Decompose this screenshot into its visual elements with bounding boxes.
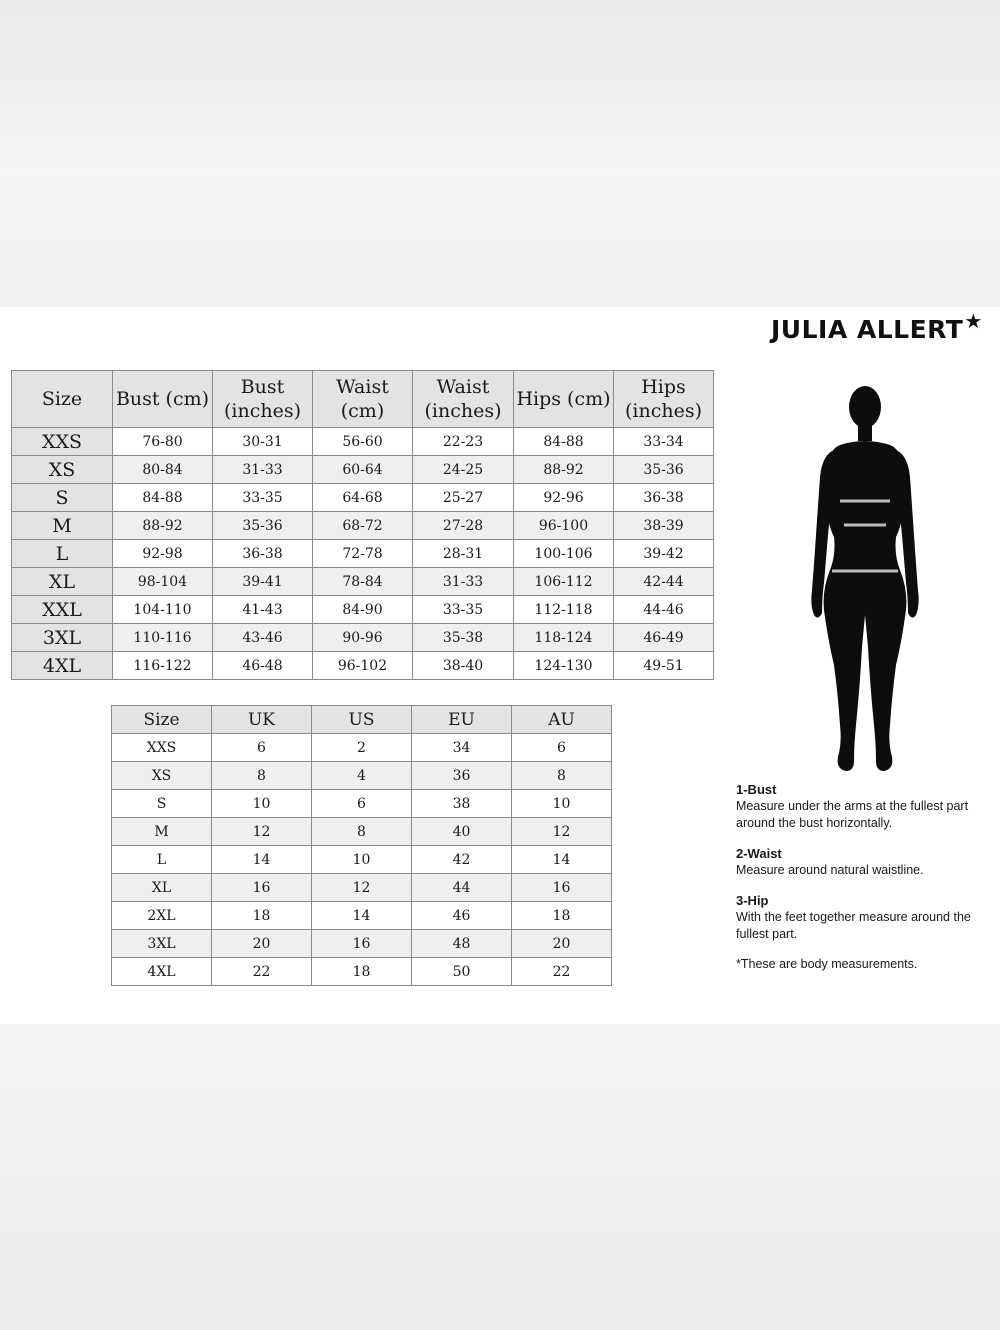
measurement-cell: 84-90 [313, 596, 413, 624]
conversion-cell: 22 [212, 958, 312, 986]
table-row [112, 790, 612, 818]
measurement-cell: 90-96 [313, 624, 413, 652]
header-text: (cm) [340, 400, 385, 422]
size-cell: L [112, 846, 212, 874]
measurement-cell: 88-92 [113, 512, 213, 540]
guide-footnote: *These are body measurements. [736, 957, 918, 971]
conversion-cell: 12 [212, 818, 312, 846]
measurement-cell: 35-36 [614, 456, 714, 484]
guide-item-hip: 3-Hip With the feet together measure around the fullest part. [736, 893, 971, 941]
measurement-cell: 25-27 [413, 484, 514, 512]
conversion-cell: 22 [512, 958, 612, 986]
conversion-cell: 14 [512, 846, 612, 874]
measurement-cell: 80-84 [113, 456, 213, 484]
conversion-cell: 20 [212, 930, 312, 958]
measurements-header-cell [213, 371, 313, 428]
conversion-cell: 2 [312, 734, 412, 762]
table-row [12, 456, 714, 484]
measurement-cell: 78-84 [313, 568, 413, 596]
measurements-header-cell [514, 371, 614, 428]
table-row [112, 874, 612, 902]
measurement-cell: 96-102 [313, 652, 413, 680]
measurements-header-row [12, 371, 714, 428]
conversion-cell: 4 [312, 762, 412, 790]
size-cell: 3XL [112, 930, 212, 958]
conversion-cell: 8 [512, 762, 612, 790]
table-row [12, 428, 714, 456]
size-cell: S [112, 790, 212, 818]
conversion-cell: 12 [312, 874, 412, 902]
measurement-cell: 116-122 [113, 652, 213, 680]
header-text: Bust [240, 376, 285, 398]
header-text: Hips [641, 376, 686, 398]
conversion-cell: 40 [412, 818, 512, 846]
size-cell: 2XL [112, 902, 212, 930]
conversion-cell: 38 [412, 790, 512, 818]
top-background [0, 0, 1000, 307]
bottom-background [0, 1024, 1000, 1330]
measurement-cell: 22-23 [413, 428, 514, 456]
size-cell: XXS [12, 428, 113, 456]
measurement-cell: 68-72 [313, 512, 413, 540]
measurement-cell: 100-106 [514, 540, 614, 568]
size-cell: 3XL [12, 624, 113, 652]
measurement-cell: 49-51 [614, 652, 714, 680]
conversion-cell: 10 [212, 790, 312, 818]
size-cell: S [12, 484, 113, 512]
size-cell: XL [12, 568, 113, 596]
table-row [112, 734, 612, 762]
measurement-cell: 31-33 [413, 568, 514, 596]
conversion-cell: 42 [412, 846, 512, 874]
size-cell: XXL [12, 596, 113, 624]
measurements-header-cell [313, 371, 413, 428]
measurement-cell: 88-92 [514, 456, 614, 484]
measurement-cell: 33-35 [413, 596, 514, 624]
table-row [12, 568, 714, 596]
measurements-header-cell [614, 371, 714, 428]
conversion-header-cell: EU [412, 706, 512, 734]
table-row [12, 512, 714, 540]
conversion-cell: 16 [212, 874, 312, 902]
measurement-cell: 92-98 [113, 540, 213, 568]
size-cell: XXS [112, 734, 212, 762]
measurement-cell: 36-38 [614, 484, 714, 512]
header-text: (inches) [223, 400, 301, 422]
measurement-cell: 96-100 [514, 512, 614, 540]
conversion-cell: 16 [312, 930, 412, 958]
measurement-cell: 24-25 [413, 456, 514, 484]
measurement-cell: 84-88 [113, 484, 213, 512]
measurement-cell: 60-64 [313, 456, 413, 484]
size-conversion-table [111, 705, 612, 986]
size-chart-sheet [0, 307, 1000, 1024]
measurement-cell: 110-116 [113, 624, 213, 652]
measurement-cell: 38-39 [614, 512, 714, 540]
measurement-cell: 35-38 [413, 624, 514, 652]
conversion-cell: 18 [212, 902, 312, 930]
conversion-cell: 6 [212, 734, 312, 762]
measurement-cell: 76-80 [113, 428, 213, 456]
table-row [112, 930, 612, 958]
table-row [12, 652, 714, 680]
conversion-cell: 6 [312, 790, 412, 818]
conversion-cell: 44 [412, 874, 512, 902]
header-text: Bust (cm) [115, 388, 210, 410]
measurement-cell: 56-60 [313, 428, 413, 456]
measurement-cell: 124-130 [514, 652, 614, 680]
conversion-cell: 36 [412, 762, 512, 790]
measurement-cell: 106-112 [514, 568, 614, 596]
brand-logo [771, 309, 983, 355]
table-row [12, 624, 714, 652]
header-text: Waist [436, 376, 490, 398]
measurement-cell: 84-88 [514, 428, 614, 456]
measurement-cell: 46-48 [213, 652, 313, 680]
size-cell: 4XL [12, 652, 113, 680]
measurements-body [12, 428, 714, 680]
measurement-cell: 39-42 [614, 540, 714, 568]
guide-item-waist: 2-Waist Measure around natural waistline. [736, 846, 924, 877]
conversion-cell: 6 [512, 734, 612, 762]
conversion-cell: 50 [412, 958, 512, 986]
conversion-cell: 46 [412, 902, 512, 930]
measurements-header-cell [12, 371, 113, 428]
conversion-cell: 18 [312, 958, 412, 986]
header-text: Hips (cm) [516, 388, 611, 410]
conversion-cell: 16 [512, 874, 612, 902]
conversion-header-cell: AU [512, 706, 612, 734]
table-row [112, 762, 612, 790]
measurement-cell: 98-104 [113, 568, 213, 596]
measurement-cell: 38-40 [413, 652, 514, 680]
header-text: Size [41, 388, 83, 410]
conversion-cell: 34 [412, 734, 512, 762]
conversion-cell: 8 [312, 818, 412, 846]
conversion-cell: 14 [212, 846, 312, 874]
conversion-cell: 10 [312, 846, 412, 874]
conversion-cell: 12 [512, 818, 612, 846]
header-text: (inches) [624, 400, 702, 422]
conversion-cell: 18 [512, 902, 612, 930]
size-cell: M [12, 512, 113, 540]
body-measurements-table [11, 370, 714, 680]
table-row [112, 818, 612, 846]
table-row [12, 484, 714, 512]
measurement-cell: 30-31 [213, 428, 313, 456]
measurement-cell: 33-34 [614, 428, 714, 456]
measurement-cell: 118-124 [514, 624, 614, 652]
measurement-cell: 44-46 [614, 596, 714, 624]
header-text: (inches) [424, 400, 502, 422]
size-cell: XL [112, 874, 212, 902]
table-row [112, 846, 612, 874]
measurement-cell: 41-43 [213, 596, 313, 624]
measurement-cell: 64-68 [313, 484, 413, 512]
conversion-cell: 20 [512, 930, 612, 958]
guide-item-bust: 1-Bust Measure under the arms at the fullest part around the bust horizontally. [736, 782, 969, 830]
measurement-cell: 72-78 [313, 540, 413, 568]
measurement-cell: 39-41 [213, 568, 313, 596]
brand-name: JULIA ALLERT [771, 315, 964, 344]
measurement-cell: 104-110 [113, 596, 213, 624]
measurement-cell: 46-49 [614, 624, 714, 652]
conversion-cell: 8 [212, 762, 312, 790]
conversion-cell: 14 [312, 902, 412, 930]
table-row [112, 958, 612, 986]
measurement-cell: 31-33 [213, 456, 313, 484]
measurement-cell: 33-35 [213, 484, 313, 512]
size-cell: M [112, 818, 212, 846]
conversion-header-cell: Size [112, 706, 212, 734]
measurements-header-cell [413, 371, 514, 428]
measurement-cell: 36-38 [213, 540, 313, 568]
size-cell: 4XL [112, 958, 212, 986]
conversion-cell: 10 [512, 790, 612, 818]
conversion-cell: 48 [412, 930, 512, 958]
conversion-body [112, 734, 612, 986]
size-cell: L [12, 540, 113, 568]
measurement-cell: 42-44 [614, 568, 714, 596]
measurement-cell: 27-28 [413, 512, 514, 540]
measurement-cell: 28-31 [413, 540, 514, 568]
size-cell: XS [12, 456, 113, 484]
table-row [12, 596, 714, 624]
brand-star-icon: ★ [964, 309, 983, 333]
measurement-guide [736, 781, 991, 973]
measurement-cell: 92-96 [514, 484, 614, 512]
size-cell: XS [112, 762, 212, 790]
measurement-cell: 35-36 [213, 512, 313, 540]
conversion-header-cell: US [312, 706, 412, 734]
header-text: Waist [336, 376, 389, 398]
table-row [12, 540, 714, 568]
measurement-cell: 43-46 [213, 624, 313, 652]
conversion-header-cell: UK [212, 706, 312, 734]
conversion-header-row [112, 706, 612, 734]
table-row [112, 902, 612, 930]
measurements-header-cell [113, 371, 213, 428]
body-silhouette-icon [810, 385, 920, 777]
measurement-cell: 112-118 [514, 596, 614, 624]
